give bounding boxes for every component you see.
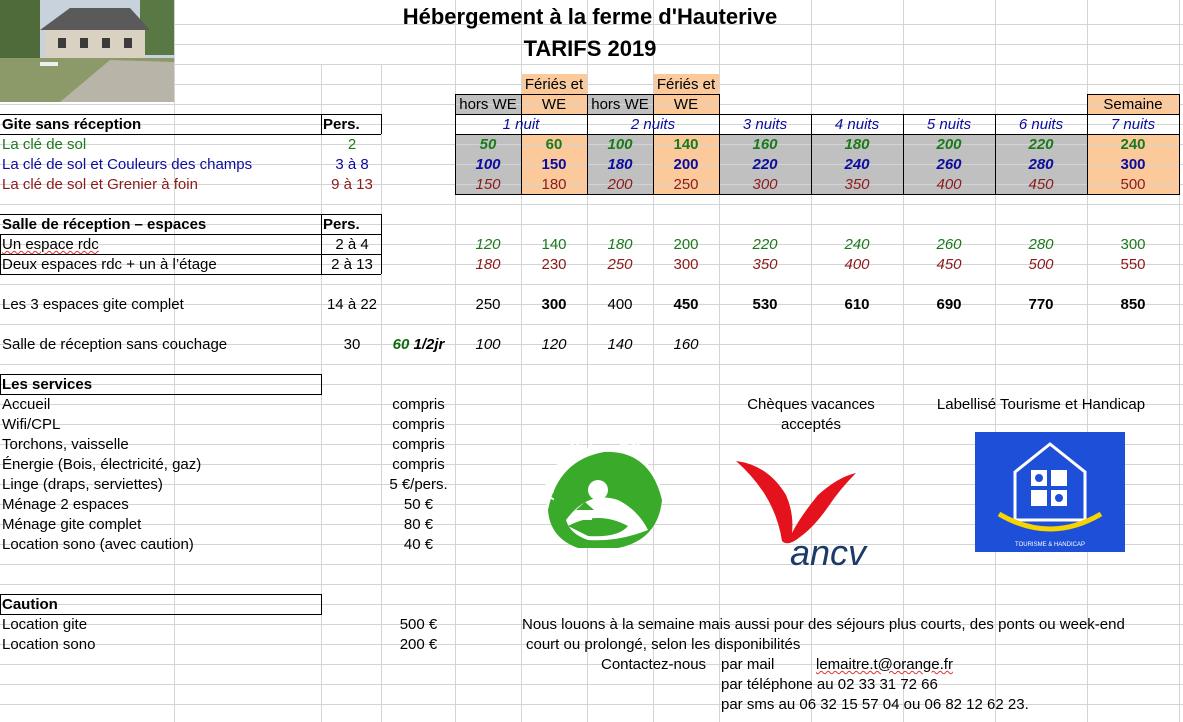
mail-label: par mail — [721, 656, 775, 673]
services-heading: Les services — [2, 376, 93, 393]
cheques-line2: acceptés — [780, 416, 842, 433]
service-value: 40 € — [403, 536, 434, 553]
header-feries-2: Fériés et — [656, 76, 716, 93]
price-cell: 100 — [475, 336, 501, 353]
tourisme-handicap-logo — [975, 432, 1125, 552]
price-cell: 550 — [1120, 256, 1146, 273]
price-cell: 400 — [844, 256, 870, 273]
price-cell: 240 — [844, 236, 870, 253]
gite-row-pers: 9 à 13 — [331, 176, 373, 193]
cheques-line1: Chèques vacances — [747, 396, 875, 413]
night-label-2: 2 nuits — [630, 116, 676, 133]
price-cell: 140 — [673, 136, 699, 153]
service-value: compris — [392, 436, 445, 453]
price-cell: 50 — [479, 136, 497, 153]
price-cell: 180 — [475, 256, 501, 273]
price-cell: 400 — [936, 176, 962, 193]
contact-label: Contactez-nous — [601, 656, 707, 673]
tarifs-year: TARIFS 2019 — [523, 36, 657, 61]
service-name: Torchons, vaisselle — [2, 436, 129, 453]
price-cell: 260 — [936, 236, 962, 253]
sans-couchage-pers: 30 — [343, 336, 361, 353]
price-cell: 220 — [752, 156, 778, 173]
service-name: Location sono (avec caution) — [2, 536, 194, 553]
service-value: 5 €/pers. — [389, 476, 448, 493]
header-hors-we-1: hors WE — [459, 96, 517, 113]
mail-address[interactable]: lemaitre.t@orange.fr — [816, 656, 953, 673]
price-cell: 200 — [936, 136, 962, 153]
gite-row-pers: 2 — [347, 136, 357, 153]
price-cell: 160 — [752, 136, 778, 153]
price-cell: 200 — [673, 236, 699, 253]
caution-row-name: Location gite — [2, 616, 88, 633]
price-cell: 300 — [752, 176, 778, 193]
price-cell: 250 — [673, 176, 699, 193]
service-name: Accueil — [2, 396, 51, 413]
price-cell: 180 — [844, 136, 870, 153]
info-line1: Nous louons à la semaine mais aussi pour des séjours plus courts, des ponts ou week-end — [522, 616, 1125, 633]
gite-heading: Gite sans réception — [2, 116, 142, 133]
header-semaine: Semaine — [1103, 96, 1163, 113]
service-value: compris — [392, 456, 445, 473]
caution-row-name: Location sono — [2, 636, 96, 653]
service-value: 80 € — [403, 516, 434, 533]
label-tourisme-handicap: Labellisé Tourisme et Handicap — [936, 396, 1146, 413]
night-label-3: 3 nuits — [742, 116, 788, 133]
service-name: Énergie (Bois, électricité, gaz) — [2, 456, 202, 473]
farm-photo — [0, 0, 174, 102]
info-line2: court ou prolongé, selon les disponibilités — [526, 636, 801, 653]
price-cell: 230 — [541, 256, 567, 273]
caution-row-value: 500 € — [399, 616, 438, 633]
price-cell: 100 — [607, 136, 633, 153]
price-cell: 180 — [541, 176, 567, 193]
price-cell: 610 — [844, 296, 870, 313]
service-name: Linge (draps, serviettes) — [2, 476, 163, 493]
accueil-paysan-text: ACCUEIL PAYSAN — [540, 430, 655, 501]
sans-couchage-name: Salle de réception sans couchage — [2, 336, 228, 353]
complet-pers: 14 à 22 — [326, 296, 378, 313]
ancv-logo — [728, 455, 888, 573]
sans-couchage-half-day: 60 1/2jr — [392, 336, 445, 353]
salle-pers-label: Pers. — [323, 216, 360, 233]
tourisme-handicap-caption: TOURISME & HANDICAP — [1015, 542, 1085, 548]
price-cell: 450 — [936, 256, 962, 273]
salle-row-pers: 2 à 13 — [331, 256, 373, 273]
night-label-1: 1 nuit — [502, 116, 540, 133]
gite-row-name: La clé de sol et Couleurs des champs — [2, 156, 253, 173]
night-label-7: 7 nuits — [1110, 116, 1156, 133]
page-title: Hébergement à la ferme d'Hauterive — [402, 4, 778, 29]
gite-row-pers: 3 à 8 — [335, 156, 369, 173]
service-name: Ménage gite complet — [2, 516, 142, 533]
price-cell: 120 — [475, 236, 501, 253]
accueil-paysan-logo — [538, 430, 670, 554]
price-cell: 250 — [475, 296, 501, 313]
salle-row-name: Deux espaces rdc + un à l’étage — [2, 256, 217, 273]
price-cell: 450 — [673, 296, 699, 313]
service-value: compris — [392, 396, 445, 413]
complet-name: Les 3 espaces gite complet — [2, 296, 184, 313]
price-cell: 160 — [673, 336, 699, 353]
price-cell: 300 — [541, 296, 567, 313]
price-cell: 200 — [673, 156, 699, 173]
price-cell: 400 — [607, 296, 633, 313]
phone-line: par téléphone au 02 33 31 72 66 — [721, 676, 938, 693]
price-cell: 300 — [1120, 236, 1146, 253]
price-cell: 690 — [936, 296, 962, 313]
header-we-2: WE — [673, 96, 699, 113]
service-value: compris — [392, 416, 445, 433]
price-cell: 240 — [844, 156, 870, 173]
price-cell: 180 — [607, 236, 633, 253]
gite-pers-label: Pers. — [323, 116, 360, 133]
night-label-6: 6 nuits — [1018, 116, 1064, 133]
night-label-4: 4 nuits — [834, 116, 880, 133]
service-name: Ménage 2 espaces — [2, 496, 129, 513]
price-cell: 300 — [673, 256, 699, 273]
caution-row-value: 200 € — [399, 636, 438, 653]
price-cell: 450 — [1028, 176, 1054, 193]
price-cell: 530 — [752, 296, 778, 313]
ancv-text: ancv — [790, 532, 867, 573]
price-cell: 260 — [936, 156, 962, 173]
price-cell: 280 — [1028, 236, 1054, 253]
price-cell: 280 — [1028, 156, 1054, 173]
header-feries-1: Fériés et — [524, 76, 584, 93]
service-name: Wifi/CPL — [2, 416, 61, 433]
gite-row-name: La clé de sol et Grenier à foin — [2, 176, 198, 193]
price-cell: 850 — [1120, 296, 1146, 313]
price-cell: 140 — [607, 336, 633, 353]
price-cell: 60 — [545, 136, 563, 153]
sms-line: par sms au 06 32 15 57 04 ou 06 82 12 62 23. — [721, 696, 1029, 713]
price-cell: 350 — [844, 176, 870, 193]
price-cell: 350 — [752, 256, 778, 273]
price-cell: 150 — [475, 176, 501, 193]
header-hors-we-2: hors WE — [591, 96, 649, 113]
price-cell: 250 — [607, 256, 633, 273]
price-cell: 220 — [752, 236, 778, 253]
price-cell: 500 — [1028, 256, 1054, 273]
salle-row-pers: 2 à 4 — [335, 236, 369, 253]
service-value: 50 € — [403, 496, 434, 513]
price-cell: 500 — [1120, 176, 1146, 193]
header-we-1: WE — [541, 96, 567, 113]
night-label-5: 5 nuits — [926, 116, 972, 133]
price-cell: 220 — [1028, 136, 1054, 153]
price-cell: 240 — [1120, 136, 1146, 153]
price-cell: 180 — [607, 156, 633, 173]
salle-row-name: Un espace rdc — [2, 236, 99, 253]
salle-heading: Salle de réception – espaces — [2, 216, 207, 233]
price-cell: 770 — [1028, 296, 1054, 313]
price-cell: 200 — [607, 176, 633, 193]
price-cell: 100 — [475, 156, 501, 173]
price-cell: 140 — [541, 236, 567, 253]
gite-row-name: La clé de sol — [2, 136, 87, 153]
price-cell: 120 — [541, 336, 567, 353]
price-cell: 150 — [541, 156, 567, 173]
price-cell: 300 — [1120, 156, 1146, 173]
caution-heading: Caution — [2, 596, 58, 613]
